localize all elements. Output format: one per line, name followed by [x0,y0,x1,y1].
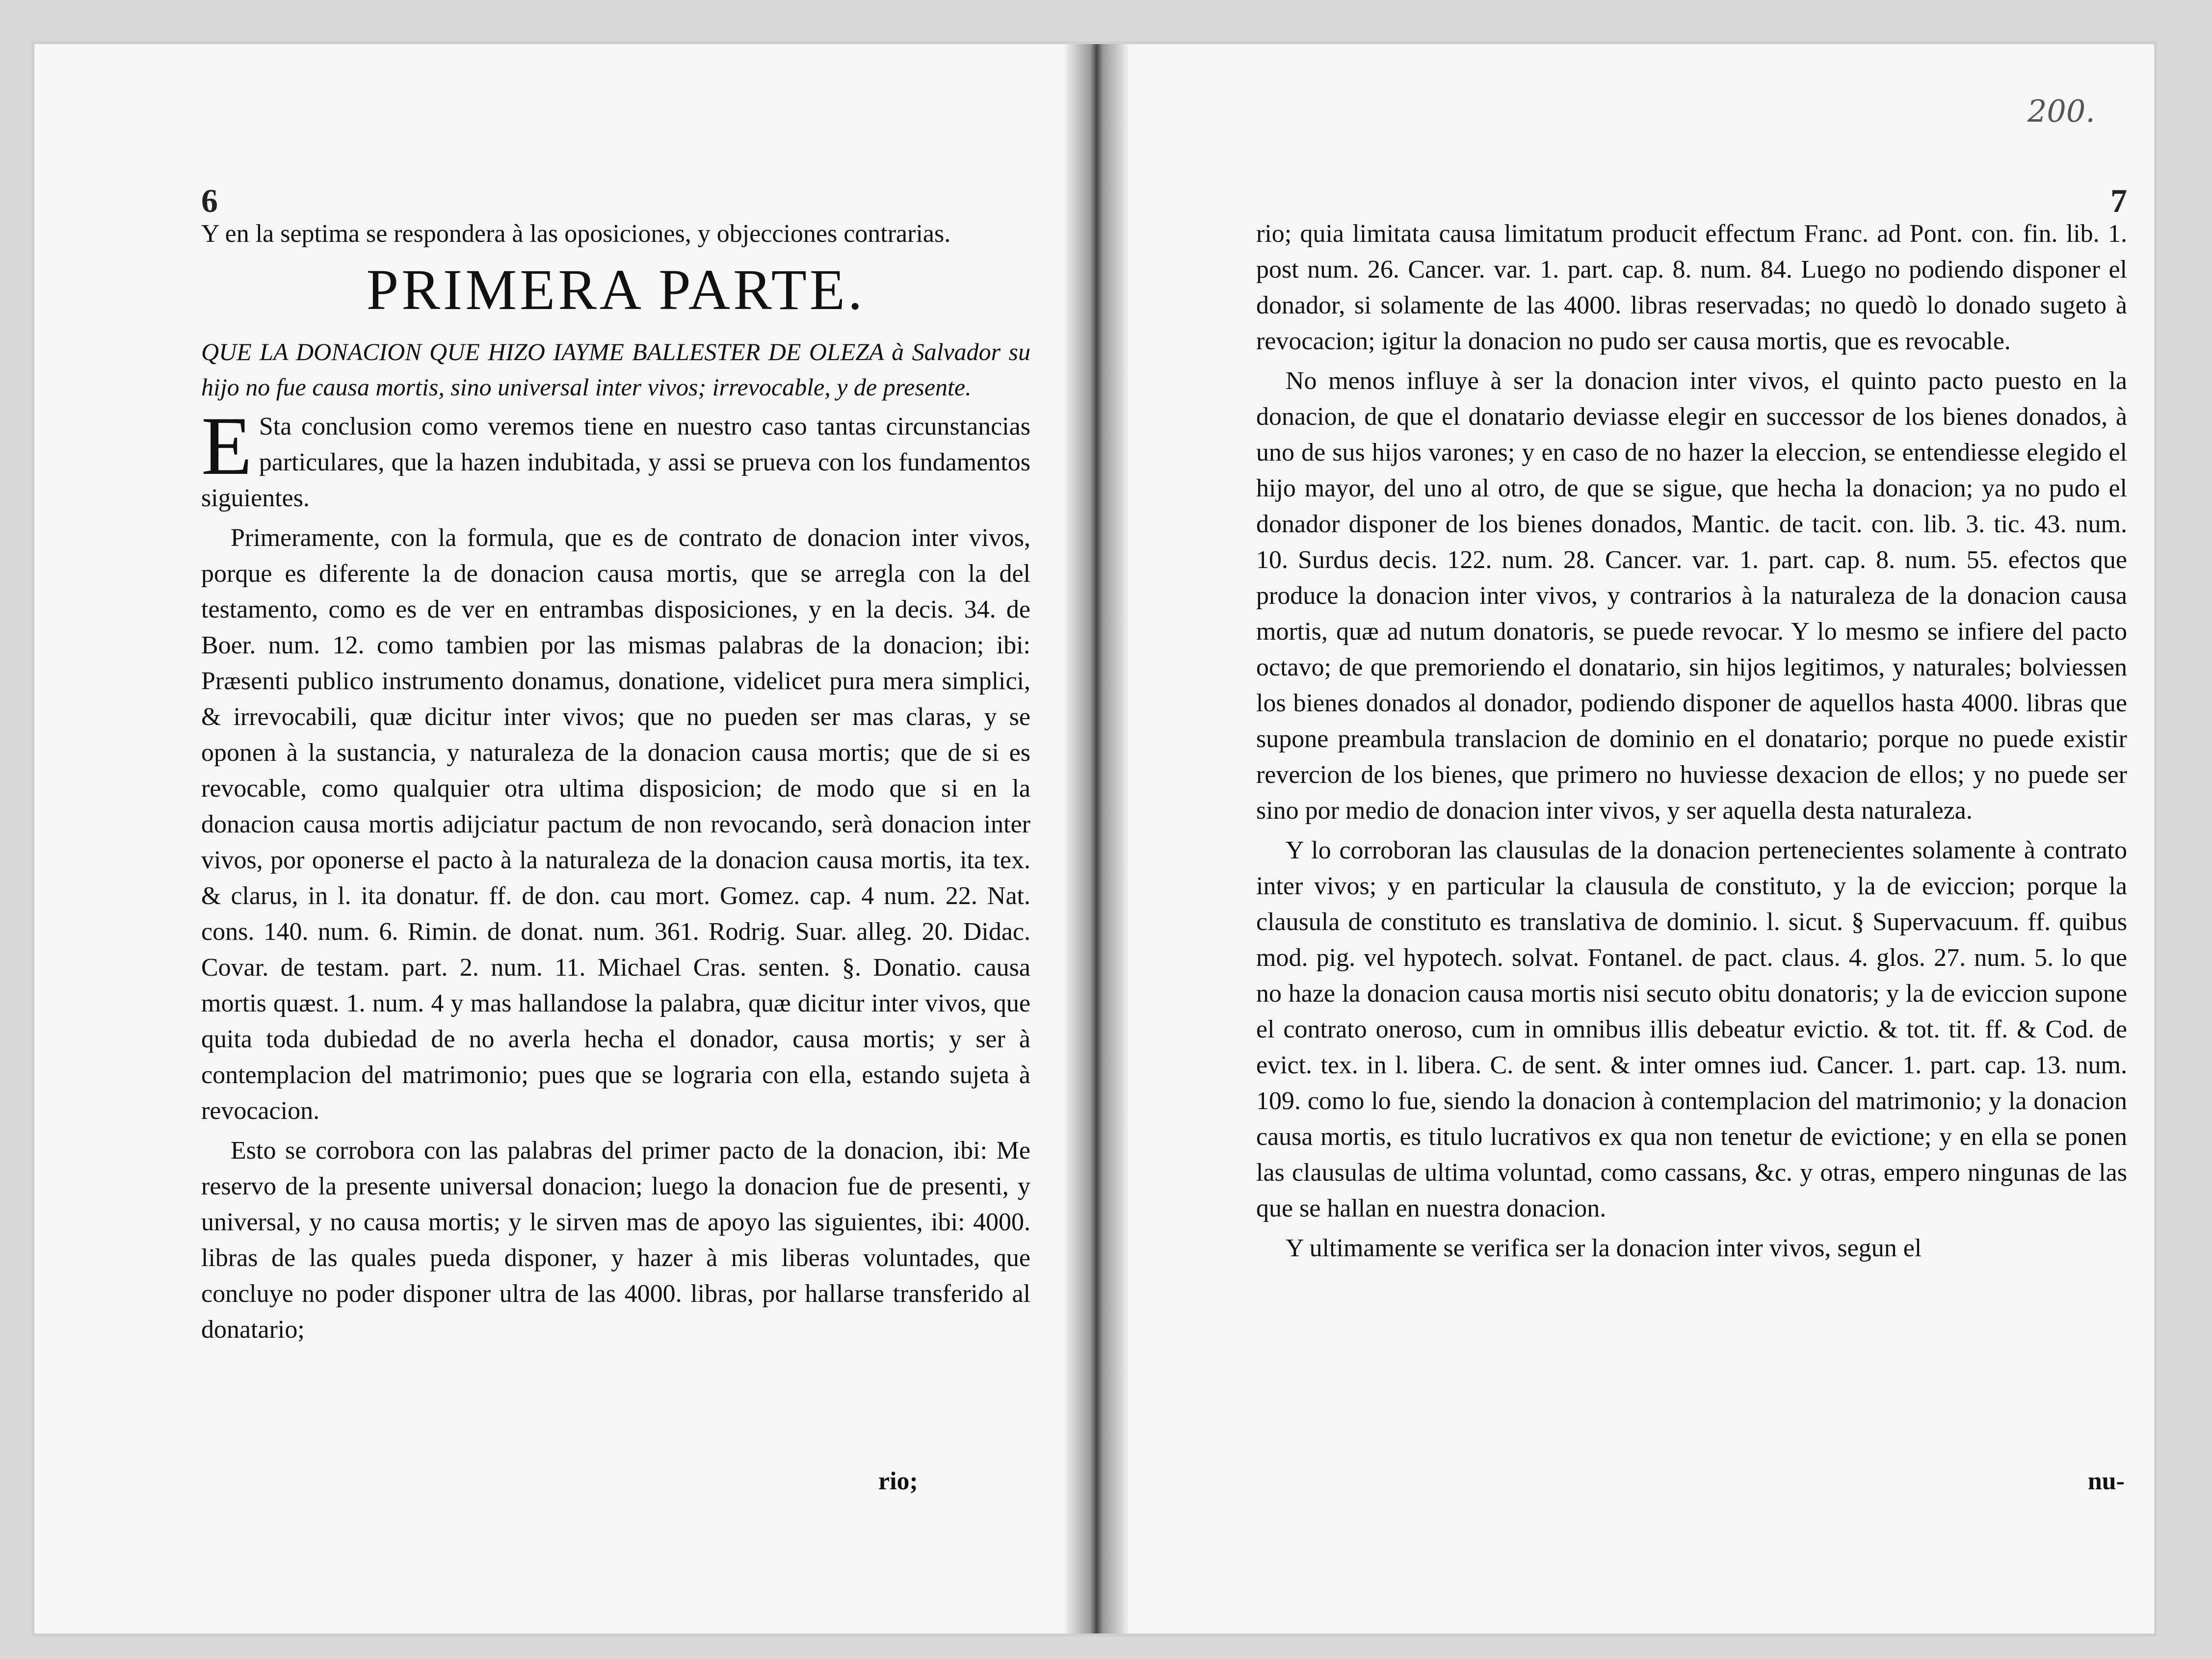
right-text-block [1256,216,2127,1270]
page-number: 7 [2110,182,2127,219]
first-paragraph [201,400,1030,516]
folio-mark: 200. [2027,93,2095,129]
open-book [34,44,2154,1633]
left-text-block [201,216,1030,1351]
paragraph: rio; quia limitata causa limitatum producit effectum Franc. ad Pont. con. fin. lib. 1. post num. 26. Cancer. var. 1. part. cap. 8. num. 84. Luego no podiendo disponer el donador, si solamente de las 4000. libras reservadas; no quedò lo donado sugeto à revocacion; igitur la donacion no pudo ser causa mortis, que es revocable. [1256,220,2127,355]
page-number: 6 [201,182,218,219]
section-title: PRIMERA PARTE. [366,258,866,322]
left-page [34,44,1065,1633]
book-gutter [1065,44,1129,1633]
paragraph: Y ultimamente se verifica ser la donacion inter vivos, segun el [1286,1234,1922,1262]
intro-line: Y en la septima se respondera à las oposiciones, y objecciones contrarias. [201,220,951,248]
first-paragraph-text: Sta conclusion como veremos tiene en nuestro caso tantas circunstancias particulares, que la hazen indubitada, y assi se prueva con los fundamentos siguientes. [201,413,1030,512]
catchword: rio; [878,1467,918,1495]
paragraph: Primeramente, con la formula, que es de contrato de donacion inter vivos, porque es diferente la de donacion causa mortis, que se arregla con la del testamento, como es de ver en entrambas disposiciones, y en la decis. 34. de Boer. num. 12. como tambien por las mismas palabras de la donacion; ibi: Præsenti publico instrumento donamus, donatione, videlicet pura mera simplici, & irrevocabili, quæ dicitur inter vivos; que no pueden ser mas claras, y se oponen à la sustancia, y naturaleza de la donacion causa mortis; que de si es revocable, como qualquier otra ultima disposicion; de modo que si en la donacion causa mortis adijciatur pactum de non revocando, serà donacion inter vivos, por oponerse el pacto à la naturaleza de la donacion causa mortis, ita tex. & clarus, in l. ita donatur. ff. de don. cau mort. Gomez. cap. 4 num. 22. Nat. cons. 140. num. 6. Rimin. de donat. num. 361. Rodrig. Suar. alleg. 20. Didac. Covar. de testam. part. 2. num. 11. Michael Cras. senten. §. Donatio. causa mortis quæst. 1. num. 4 y mas hallandose la palabra, quæ dicitur inter vivos, que quita toda dubiedad de no averla hecha el donador, causa mortis; y ser à contemplacion del matrimonio; pues que se lograria con ella, estando sujeta à revocacion. [201,524,1030,1125]
section-heading: QUE LA DONACION QUE HIZO IAYME BALLESTER DE OLEZA à Salvador su hijo no fue causa mortis, sino universal inter vivos; irrevocable, y de presente. [201,338,1030,401]
paragraph: No menos influye à ser la donacion inter vivos, el quinto pacto puesto en la donacion, de que el donatario deviasse elegir en successor de los bienes donados, à uno de sus hijos varones; y en caso de no hazer la eleccion, se entendiesse elegido el hijo mayor, del uno al otro, de que se sigue, que hecha la donacion; ya no pudo el donador disponer de los bienes donados, Mantic. de tacit. con. lib. 3. tic. 43. num. 10. Surdus decis. 122. num. 28. Cancer. var. 1. part. cap. 8. num. 55. efectos que produce la donacion inter vivos, y contrarios à la naturaleza de la donacion causa mortis, quæ ad nutum donatoris, se puede revocar. Y lo mesmo se infiere del pacto octavo; de que premoriendo el donatario, sin hijos legitimos, y naturales; bolviessen los bienes donados al donador, podiendo disponer de aquellos hasta 4000. libras que supone preambula translacion de dominio en el donatario; porque no puede existir revercion de los bienes, que primero no huviesse dexacion de ellos; y no puede ser sino por medio de donacion inter vivos, y ser aquella desta naturaleza. [1256,367,2127,825]
paragraph: Esto se corrobora con las palabras del primer pacto de la donacion, ibi: Me reservo de la presente universal donacion; luego la donacion fue de presenti, y universal, y no causa mortis; y le sirven mas de apoyo las siguientes, ibi: 4000. libras de las quales pueda disponer, y hazer à mis liberas voluntades, que concluye no poder disponer ultra de las 4000. libras, por hallarse transferido al donatario; [201,1137,1030,1344]
paragraph: Y lo corroboran las clausulas de la donacion pertenecientes solamente à contrato inter vivos; y en particular la clausula de constituto, y la de eviccion; porque la clausula de constituto es translativa de dominio. l. sicut. § Supervacuum. ff. quibus mod. pig. vel hypotech. solvat. Fontanel. de pact. claus. 4. glos. 27. num. 5. lo que no haze la donacion causa mortis nisi secuto obitu donatoris; y la de eviccion supone el contrato oneroso, cum in omnibus illis debeatur evictio. & tot. tit. ff. & Cod. de evict. tex. in l. libera. C. de sent. & inter omnes iud. Cancer. 1. part. cap. 13. num. 109. como lo fue, siendo la donacion à contemplacion del matrimonio; y la donacion causa mortis, es titulo lucrativos ex qua non tenetur de evictione; y en ella se ponen las clausulas de ultima voluntad, como cassans, &c. y otras, empero ningunas de las que se hallan en nuestra donacion. [1256,836,2127,1222]
drop-cap: E [201,400,252,492]
right-page [1129,44,2154,1633]
catchword: nu- [2087,1467,2125,1495]
